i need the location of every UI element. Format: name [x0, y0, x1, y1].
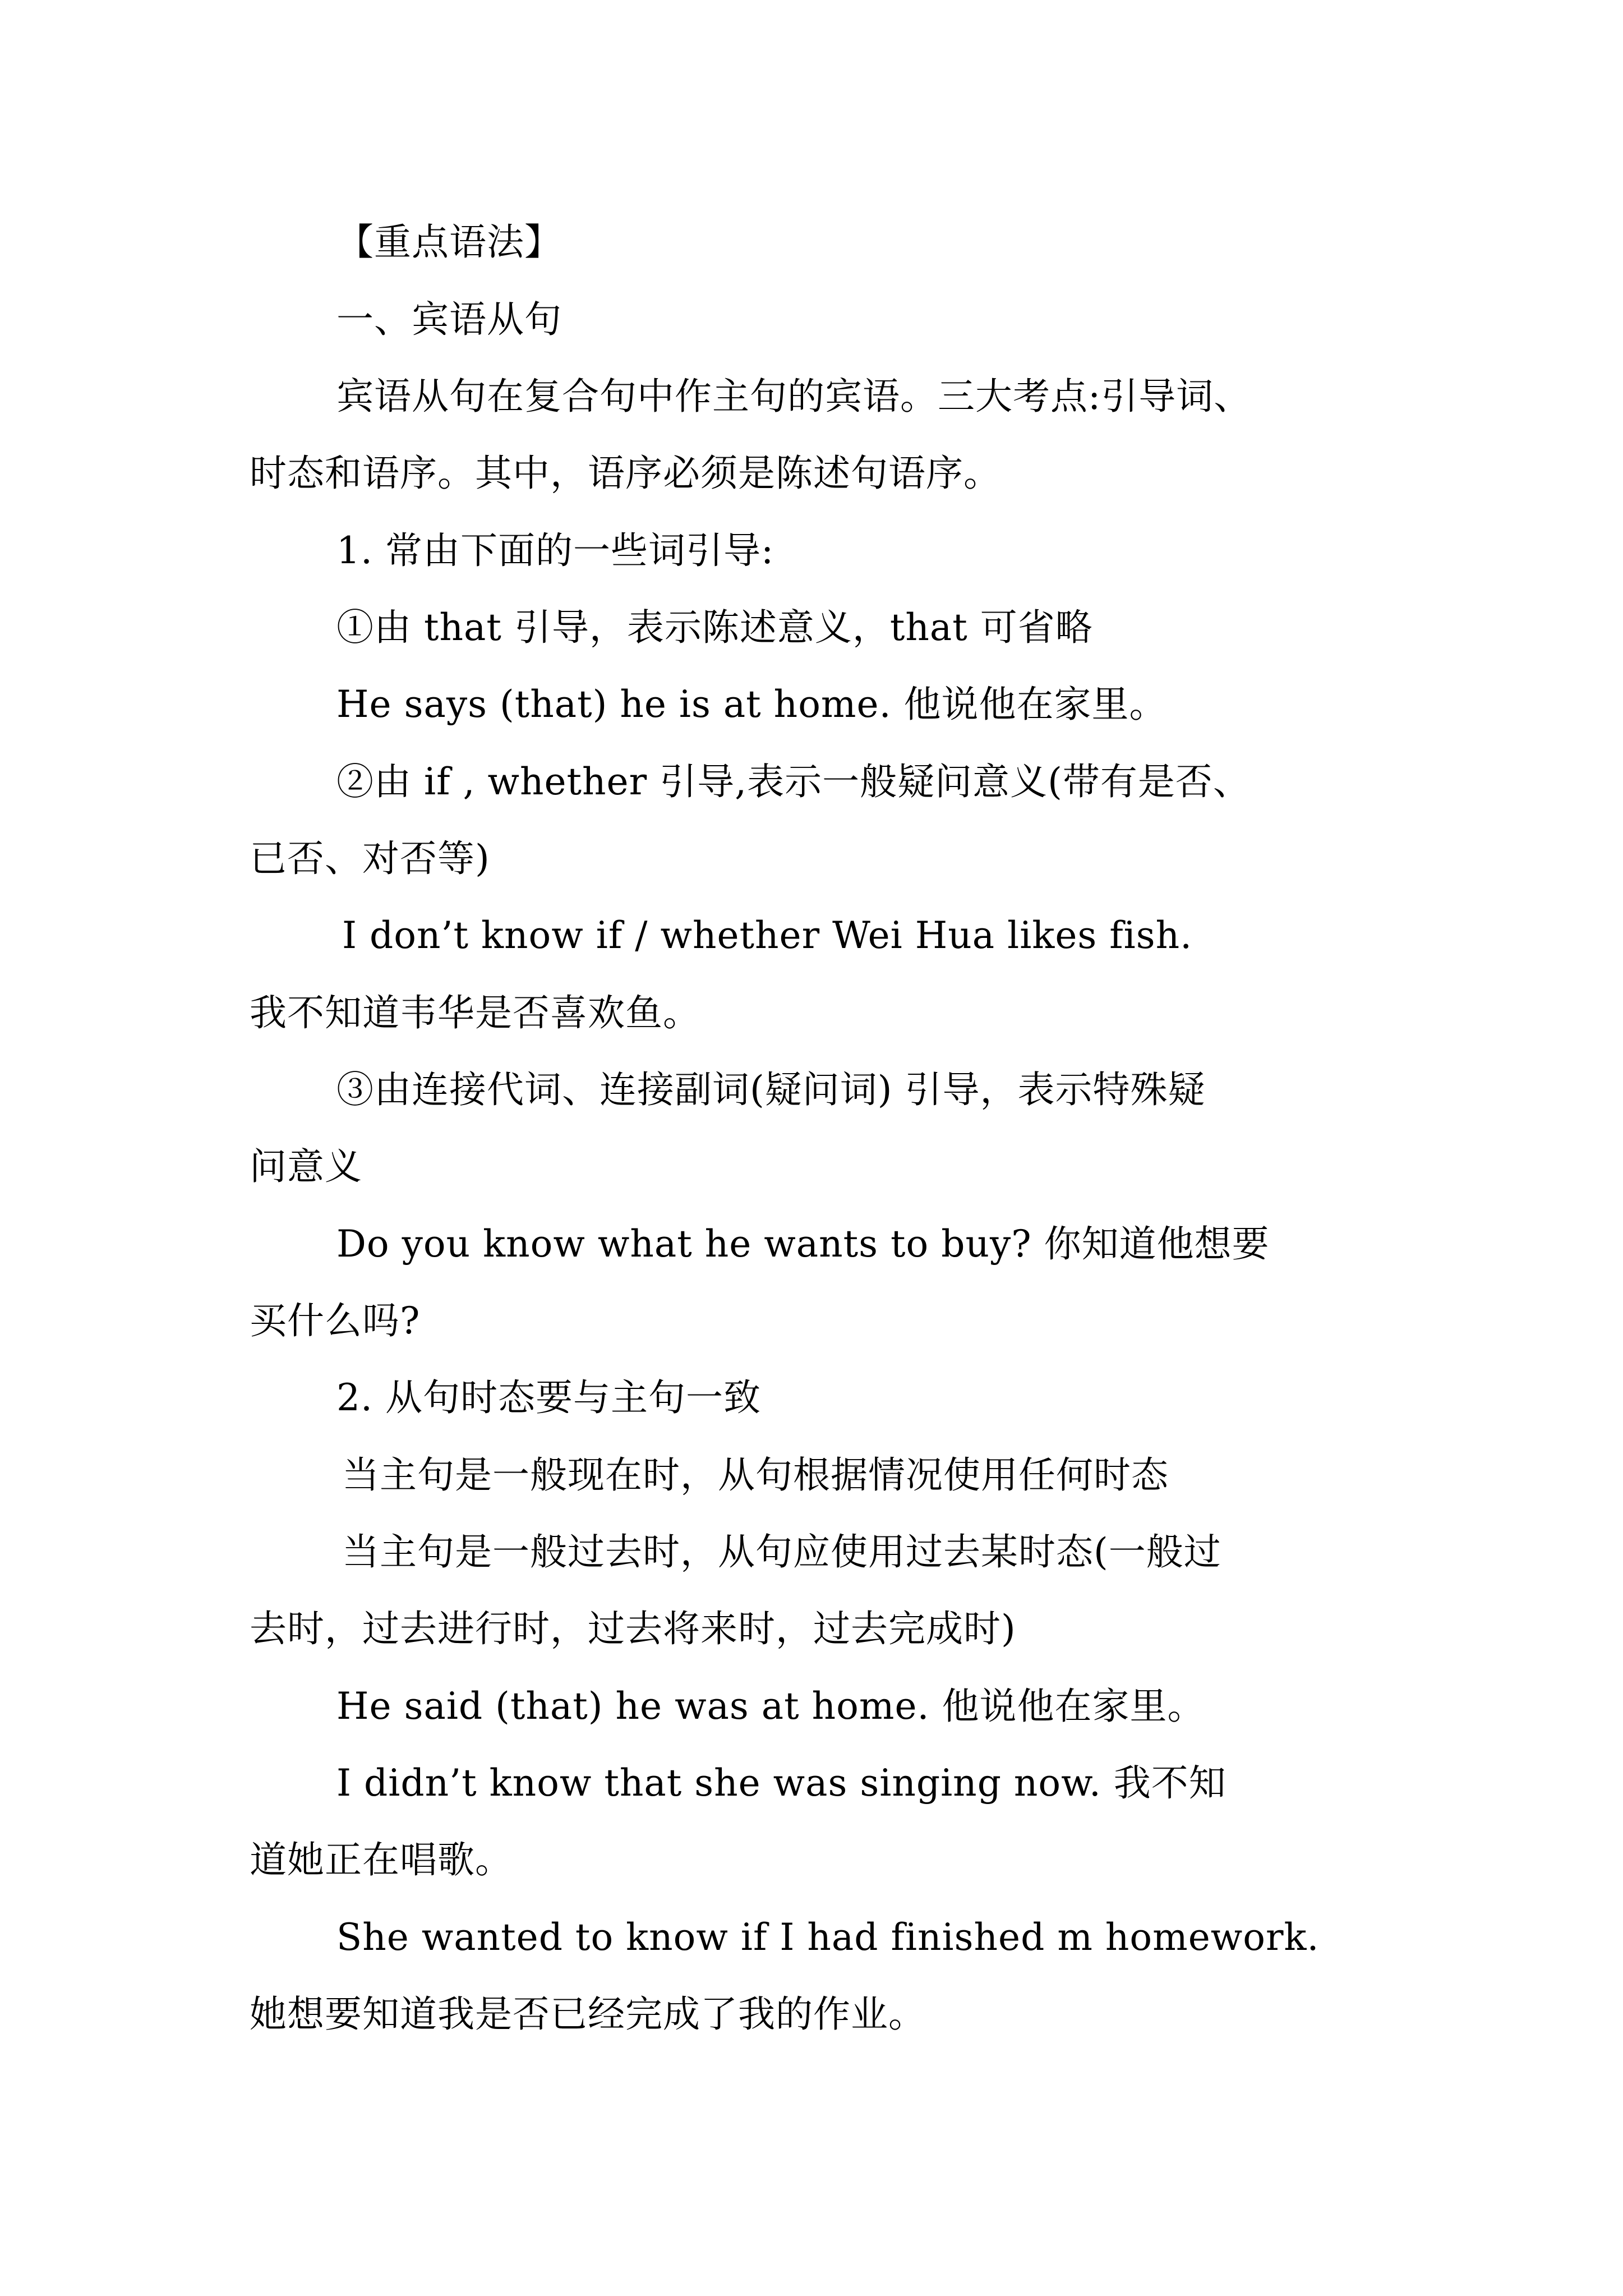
point2-title: 2. 从句时态要与主句一致: [336, 1376, 761, 1419]
point2-rule-2-line-1: 当主句是一般过去时，从句应使用过去某时态(一般过: [342, 1530, 1221, 1573]
point1-title: 1. 常由下面的一些词引导:: [336, 529, 774, 572]
point2-rule-2-line-2: 去时，过去进行时，过去将来时，过去完成时): [250, 1607, 1016, 1650]
point1-b-line-1: ②由 if , whether 引导,表示一般疑问意义(带有是否、: [336, 760, 1251, 803]
point2-example-1: He said (that) he was at home. 他说他在家里。: [336, 1685, 1205, 1728]
intro-line-2: 时态和语序。其中，语序必须是陈述句语序。: [250, 452, 1001, 495]
point2-rule-1: 当主句是一般现在时，从句根据情况使用任何时态: [342, 1453, 1169, 1497]
point2-example-2-line-2: 道她正在唱歌。: [250, 1838, 513, 1881]
point2-example-3-line-1: She wanted to know if I had finished m homework.: [336, 1916, 1320, 1959]
point1-c-example-line-1: Do you know what he wants to buy? 你知道他想要: [336, 1222, 1270, 1266]
point2-example-3-line-2: 她想要知道我是否已经完成了我的作业。: [250, 1993, 926, 2036]
intro-line-1: 宾语从句在复合句中作主句的宾语。三大考点:引导词、: [336, 375, 1252, 418]
point2-example-2-line-1: I didn’t know that she was singing now. 我不知: [336, 1761, 1227, 1805]
point1-c-example-line-2: 买什么吗?: [250, 1299, 421, 1342]
section-title: 一、宾语从句: [336, 298, 562, 341]
point1-a-example: He says (that) he is at home. 他说他在家里。: [336, 683, 1167, 726]
point1-b-example-line-2: 我不知道韦华是否喜欢鱼。: [250, 991, 700, 1034]
point1-c-line-1: ③由连接代词、连接副词(疑问词) 引导，表示特殊疑: [336, 1068, 1206, 1111]
point1-a: ①由 that 引导，表示陈述意义，that 可省略: [336, 606, 1093, 649]
point1-b-line-2: 已否、对否等): [250, 837, 490, 880]
point1-b-example-line-1: I don’t know if / whether Wei Hua likes fish.: [342, 914, 1193, 957]
heading: 【重点语法】: [336, 220, 562, 264]
point1-c-line-2: 问意义: [250, 1145, 362, 1188]
